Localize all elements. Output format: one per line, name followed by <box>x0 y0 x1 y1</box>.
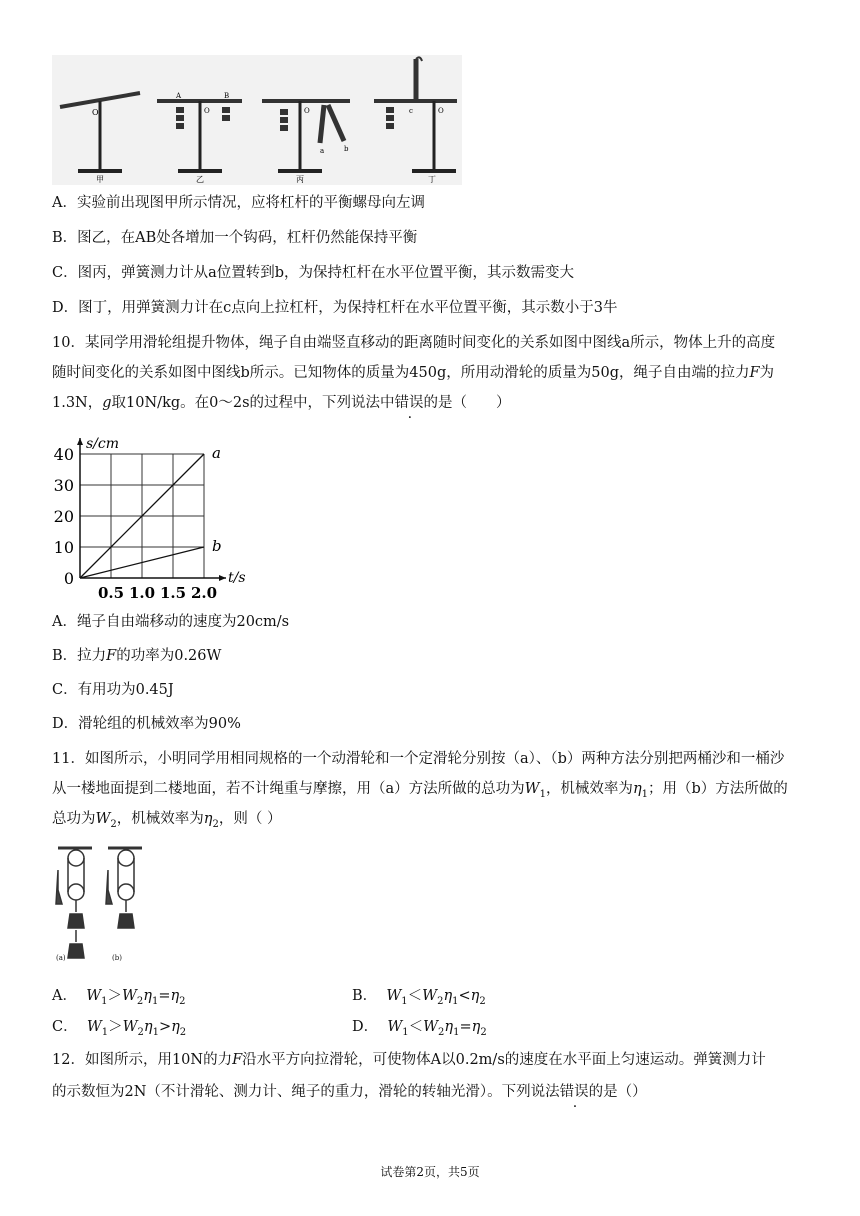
q11-option-d: D． $W_1<W_2\eta_1=\eta_2$ <box>352 1019 487 1038</box>
q11-option-a: A． $W_1>W_2\eta_1=\eta_2$ <box>52 988 186 1007</box>
pulley-figure <box>52 842 152 964</box>
q9-option-c: C．图丙，弹簧测力计从a位置转到b，为保持杠杆在水平位置平衡，其示数需变大 <box>52 265 575 281</box>
series-label-b: b <box>212 537 222 555</box>
q12-stem-line1: 12．如图所示，用10N的力F沿水平方向拉滑轮，可使物体A以0.2m/s的速度在水平面上匀速运动。弹簧测力计 <box>52 1052 766 1068</box>
position-b-label: b <box>344 145 349 153</box>
x-axis-label: t/s <box>228 570 246 586</box>
caption-yi: 乙 <box>196 175 204 184</box>
pulley-figure-b <box>106 848 142 928</box>
lever-experiment-figure <box>52 55 462 185</box>
q9-option-b: B．图乙，在AB处各增加一个钩码，杠杆仍然能保持平衡 <box>52 230 418 246</box>
q11-stem-line2: 从一楼地面提到二楼地面，若不计绳重与摩擦，用（a）方法所做的总功为$W_1$，机械效率为$\eta_1$；用（b）方法所做的 <box>52 781 788 800</box>
q10-option-c: C．有用功为0.45J <box>52 682 174 698</box>
q10-option-a: A．绳子自由端移动的速度为20cm/s <box>52 614 290 630</box>
y-tick-label: 0 <box>63 569 74 588</box>
caption-bing: 丙 <box>296 175 304 184</box>
x-axis-arrow <box>219 575 226 581</box>
emphasis-wrong: 错误 <box>559 1084 589 1100</box>
caption-ding: 丁 <box>428 175 436 184</box>
y-tick-label: 30 <box>53 476 74 495</box>
pulley-label-b: (b) <box>112 954 122 962</box>
position-a-label: a <box>320 147 325 155</box>
distance-time-chart <box>52 433 252 601</box>
point-b-label: B <box>224 92 230 100</box>
q11-option-b: B． $W_1<W_2\eta_1<\eta_2$ <box>352 988 486 1007</box>
q10-stem-line2: 随时间变化的关系如图中图线b所示。已知物体的质量为450g，所用动滑轮的质量为50g，绳子自由端的拉力F为 <box>52 365 775 381</box>
q10-stem-line3: 1.3N，g取10N/kg。在0～2s的过程中，下列说法中错误的是（ ） <box>52 395 511 411</box>
pivot-label: O <box>92 108 99 117</box>
point-c-label: c <box>409 107 413 115</box>
pivot-label: O <box>304 107 310 115</box>
q9-option-a: A．实验前出现图甲所示情况，应将杠杆的平衡螺母向左调 <box>52 195 425 211</box>
q10-option-d: D．滑轮组的机械效率为90% <box>52 716 241 732</box>
y-tick-label: 20 <box>53 507 74 526</box>
q10-stem-line1: 10．某同学用滑轮组提升物体，绳子自由端竖直移动的距离随时间变化的关系如图中图线a所示，物体上升的高度 <box>52 335 776 351</box>
q11-stem-line1: 11．如图所示，小明同学用相同规格的一个动滑轮和一个定滑轮分别按（a）、（b）两种方法分别把两桶沙和一桶沙 <box>52 751 785 767</box>
q12-stem-line2: 的示数恒为2N（不计滑轮、测力计、绳子的重力，滑轮的转轴光滑）。下列说法错误的是（） <box>52 1084 647 1100</box>
x-tick-label: 2.0 <box>190 584 218 601</box>
pulley-label-a: (a) <box>56 954 66 962</box>
pivot-label: O <box>438 107 444 115</box>
y-tick-label: 10 <box>53 538 74 557</box>
caption-jia: 甲 <box>96 175 104 184</box>
pulley-figure-a <box>56 848 92 958</box>
page-footer: 试卷第2页，共5页 <box>380 1165 480 1179</box>
q11-option-c: C． $W_1>W_2\eta_1>\eta_2$ <box>52 1019 187 1038</box>
y-axis-label: s/cm <box>86 436 120 452</box>
x-tick-label: 1.5 <box>159 584 187 601</box>
series-label-a: a <box>212 444 221 462</box>
q9-option-d: D．图丁，用弹簧测力计在c点向上拉杠杆，为保持杠杆在水平位置平衡，其示数小于3牛 <box>52 300 618 316</box>
x-tick-label: 1.0 <box>128 584 156 601</box>
y-axis-arrow <box>77 438 83 445</box>
emphasis-wrong: 错误 <box>394 395 424 411</box>
point-a-label: A <box>176 92 182 100</box>
q10-option-b: B．拉力F的功率为0.26W <box>52 648 222 664</box>
y-tick-label: 40 <box>53 445 74 464</box>
x-tick-label: 0.5 <box>97 584 125 601</box>
q11-stem-line3: 总功为$W_2$，机械效率为$\eta_2$，则（ ） <box>52 811 282 830</box>
pivot-label: O <box>204 107 210 115</box>
